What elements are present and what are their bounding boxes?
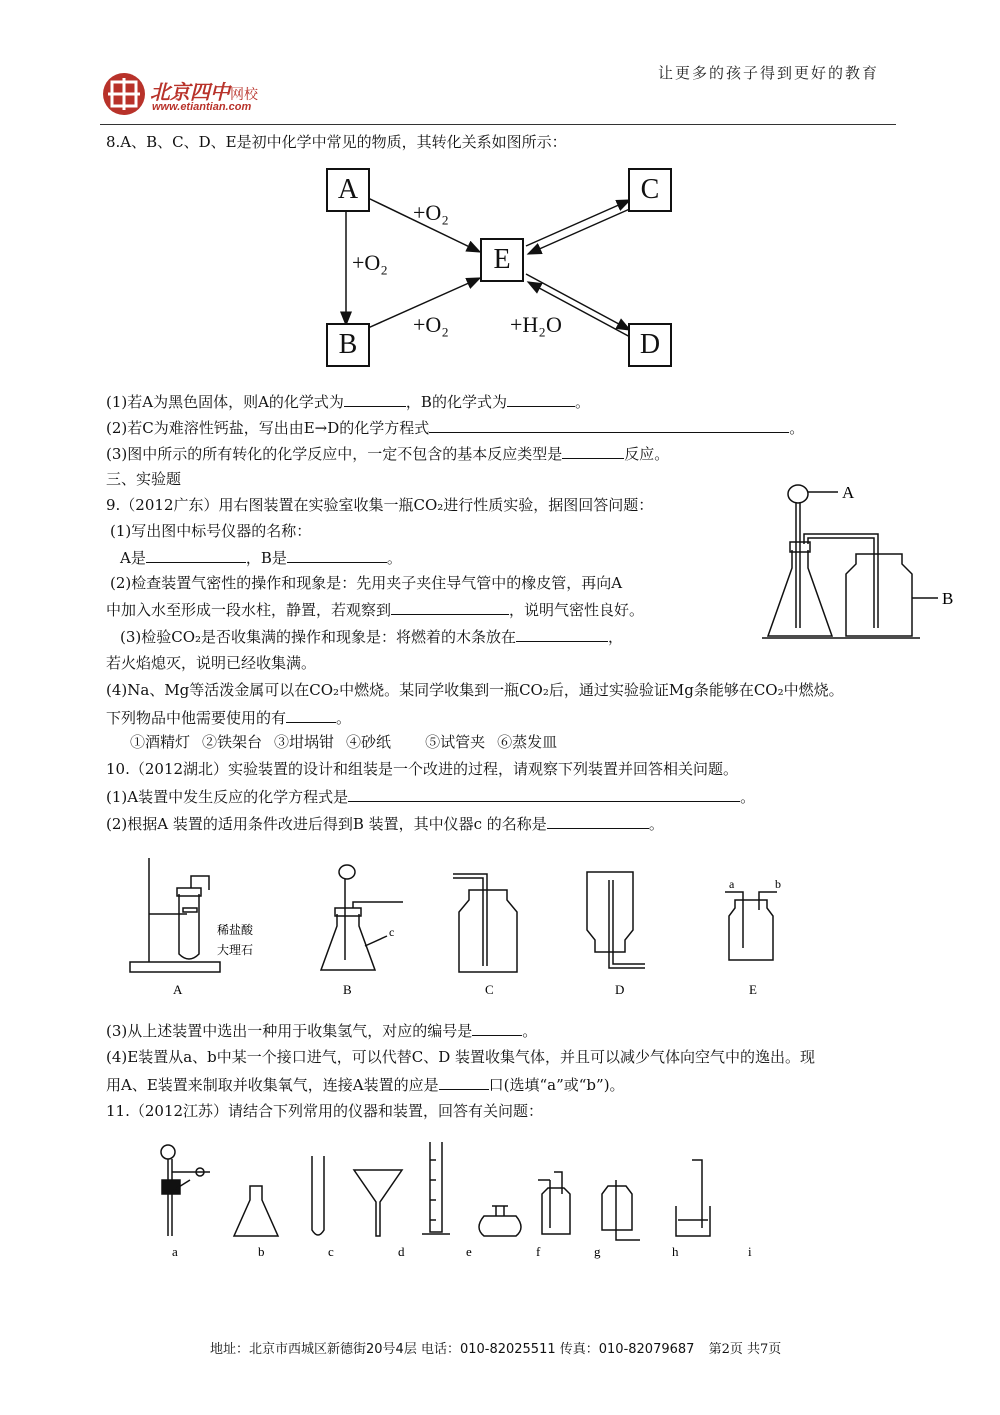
instrument-d [354, 1170, 402, 1236]
q10-part4-line1: (4)E装置从a、b中某一个接口进气，可以代替C、D 装置收集气体，并且可以减少气体向空气中的逸出。现 [106, 1048, 816, 1066]
q8-part3: (3)图中所示的所有转化的化学反应中，一定不包含的基本反应类型是 反应。 [106, 445, 670, 463]
answer-blank[interactable] [507, 391, 575, 407]
q9-stem: 9.（2012广东）用右图装置在实验室收集一瓶CO₂进行性质实验，据图回答问题： [106, 496, 654, 514]
instrument-f [479, 1206, 521, 1236]
caption-b: B [343, 982, 352, 997]
node-c: C [628, 168, 672, 212]
instrument-e [422, 1142, 450, 1234]
caption-b: b [258, 1244, 265, 1259]
answer-blank[interactable] [344, 391, 406, 407]
q9-part1: (1)写出图中标号仪器的名称： [110, 522, 312, 540]
answer-blank[interactable] [439, 1074, 489, 1090]
q9-part3-line2: 若火焰熄灭，说明已经收集满。 [106, 654, 317, 672]
label-d-e: +H₂O [510, 312, 562, 337]
label-b-e: +O₂ [413, 312, 449, 337]
footer [210, 1338, 781, 1357]
caption-e: e [466, 1244, 472, 1259]
q10-part1: (1)A装置中发生反应的化学方程式是 。 [106, 788, 756, 806]
q9-part2-line1: (2)检查装置气密性的操作和现象是：先用夹子夹住导气管中的橡皮管，再向A [110, 574, 623, 592]
answer-blank[interactable] [287, 547, 387, 563]
q9-part2-line2: 中加入水至形成一段水柱，静置，若观察到 ，说明气密性良好。 [106, 601, 645, 619]
option-6: ⑥蒸发皿 [497, 733, 558, 751]
option-2: ②铁架台 [202, 733, 263, 751]
instrument-a [161, 1145, 210, 1236]
answer-blank[interactable] [391, 599, 509, 615]
label-c: c [389, 925, 395, 939]
answer-blank[interactable] [146, 547, 246, 563]
fig-label-b: B [942, 589, 954, 608]
apparatus-e [725, 892, 777, 960]
answer-blank[interactable] [348, 786, 740, 802]
q9-part1-answers: A是 ，B是 。 [120, 549, 402, 567]
caption-e: E [749, 982, 757, 997]
caption-c: c [328, 1244, 334, 1259]
label-acid: 稀盐酸 [217, 923, 254, 937]
q10-part2: (2)根据A 装置的适用条件改进后得到B 装置，其中仪器c 的名称是 。 [106, 815, 664, 833]
node-b: B [326, 323, 370, 367]
instrument-g [538, 1172, 570, 1234]
caption-g: g [594, 1244, 601, 1259]
gas-collecting-bottle [846, 554, 912, 636]
q9-options [130, 732, 557, 752]
caption-f: f [536, 1244, 541, 1259]
apparatus-b [321, 865, 403, 970]
arrow-e-c [526, 200, 630, 246]
section-title: 三、实验题 [106, 470, 182, 488]
caption-c: C [485, 982, 494, 997]
node-e: E [480, 238, 524, 282]
answer-blank[interactable] [472, 1020, 522, 1036]
label-marble: 大理石 [217, 943, 254, 957]
node-d: D [628, 323, 672, 367]
option-1: ①酒精灯 [130, 733, 191, 751]
instrument-i [676, 1160, 710, 1236]
q9-part4-line1: (4)Na、Mg等活泼金属可以在CO₂中燃烧。某同学收集到一瓶CO₂后，通过实验验证Mg条能够在CO₂中燃烧。 [106, 681, 844, 699]
q9-apparatus-figure [760, 478, 975, 648]
fig-label-a: A [842, 483, 855, 502]
q8-part1: (1)若A为黑色固体，则A的化学式为 ，B的化学式为 。 [106, 393, 590, 411]
answer-blank[interactable] [516, 626, 608, 642]
apparatus-d [587, 872, 645, 968]
q9-part3-line1: (3)检验CO₂是否收集满的操作和现象是：将燃着的木条放在 ， [120, 628, 624, 646]
option-4: ④砂纸 [346, 733, 392, 751]
option-5: ⑤试管夹 [425, 733, 486, 751]
apparatus-a [130, 858, 220, 972]
option-3: ③坩埚钳 [274, 733, 335, 751]
caption-i: i [748, 1244, 752, 1259]
answer-blank[interactable] [562, 443, 624, 459]
footer-address: 地址：北京市西城区新德街20号4层 电话：010-82025511 传真：010-82079687 [210, 1342, 695, 1357]
q10-part3: (3)从上述装置中选出一种用于收集氢气，对应的编号是 。 [106, 1022, 538, 1040]
label-port-b: b [775, 877, 781, 891]
caption-d: d [398, 1244, 405, 1259]
instrument-c [312, 1156, 324, 1235]
instrument-h [602, 1180, 640, 1240]
answer-blank[interactable] [429, 417, 789, 433]
q11-instruments-figure [150, 1140, 780, 1265]
instrument-b [234, 1186, 278, 1236]
label-a-b: +O₂ [352, 250, 388, 275]
logo-icon [100, 70, 148, 118]
caption-d: D [615, 982, 625, 997]
logo-main: 北京四中 [150, 80, 230, 104]
q11-stem: 11.（2012江苏）请结合下列常用的仪器和装置，回答有关问题： [106, 1102, 544, 1120]
node-a: A [326, 168, 370, 212]
logo-url: www.etiantian.com [152, 101, 252, 113]
arrow-c-e [528, 208, 632, 254]
caption-a: A [173, 982, 183, 997]
q10-stem: 10.（2012湖北）实验装置的设计和组装是一个改进的过程，请观察下列装置并回答相关问题。 [106, 760, 739, 778]
label-port-a: a [729, 877, 735, 891]
footer-page: 第2页 共7页 [708, 1342, 782, 1357]
header-rule [100, 124, 896, 125]
label-a-e: +O₂ [413, 200, 449, 225]
answer-blank[interactable] [286, 707, 336, 723]
caption-h: h [672, 1244, 679, 1259]
q10-apparatus-figure [125, 850, 815, 1000]
caption-a: a [172, 1244, 178, 1259]
answer-blank[interactable] [547, 813, 649, 829]
header-slogan: 让更多的孩子得到更好的教育 [658, 64, 880, 82]
apparatus-c [453, 874, 517, 972]
funnel-bulb [788, 485, 808, 503]
logo-sub: 网校 [230, 87, 258, 103]
q9-part4-line2: 下列物品中他需要使用的有 。 [106, 709, 352, 727]
q8-part2: (2)若C为难溶性钙盐，写出由E→D的化学方程式 。 [106, 419, 805, 437]
q8-stem: 8.A、B、C、D、E是初中化学中常见的物质，其转化关系如图所示： [106, 133, 567, 151]
q10-part4-line2: 用A、E装置来制取并收集氧气，连接A装置的应是 口(选填“a”或“b”)。 [106, 1076, 625, 1094]
